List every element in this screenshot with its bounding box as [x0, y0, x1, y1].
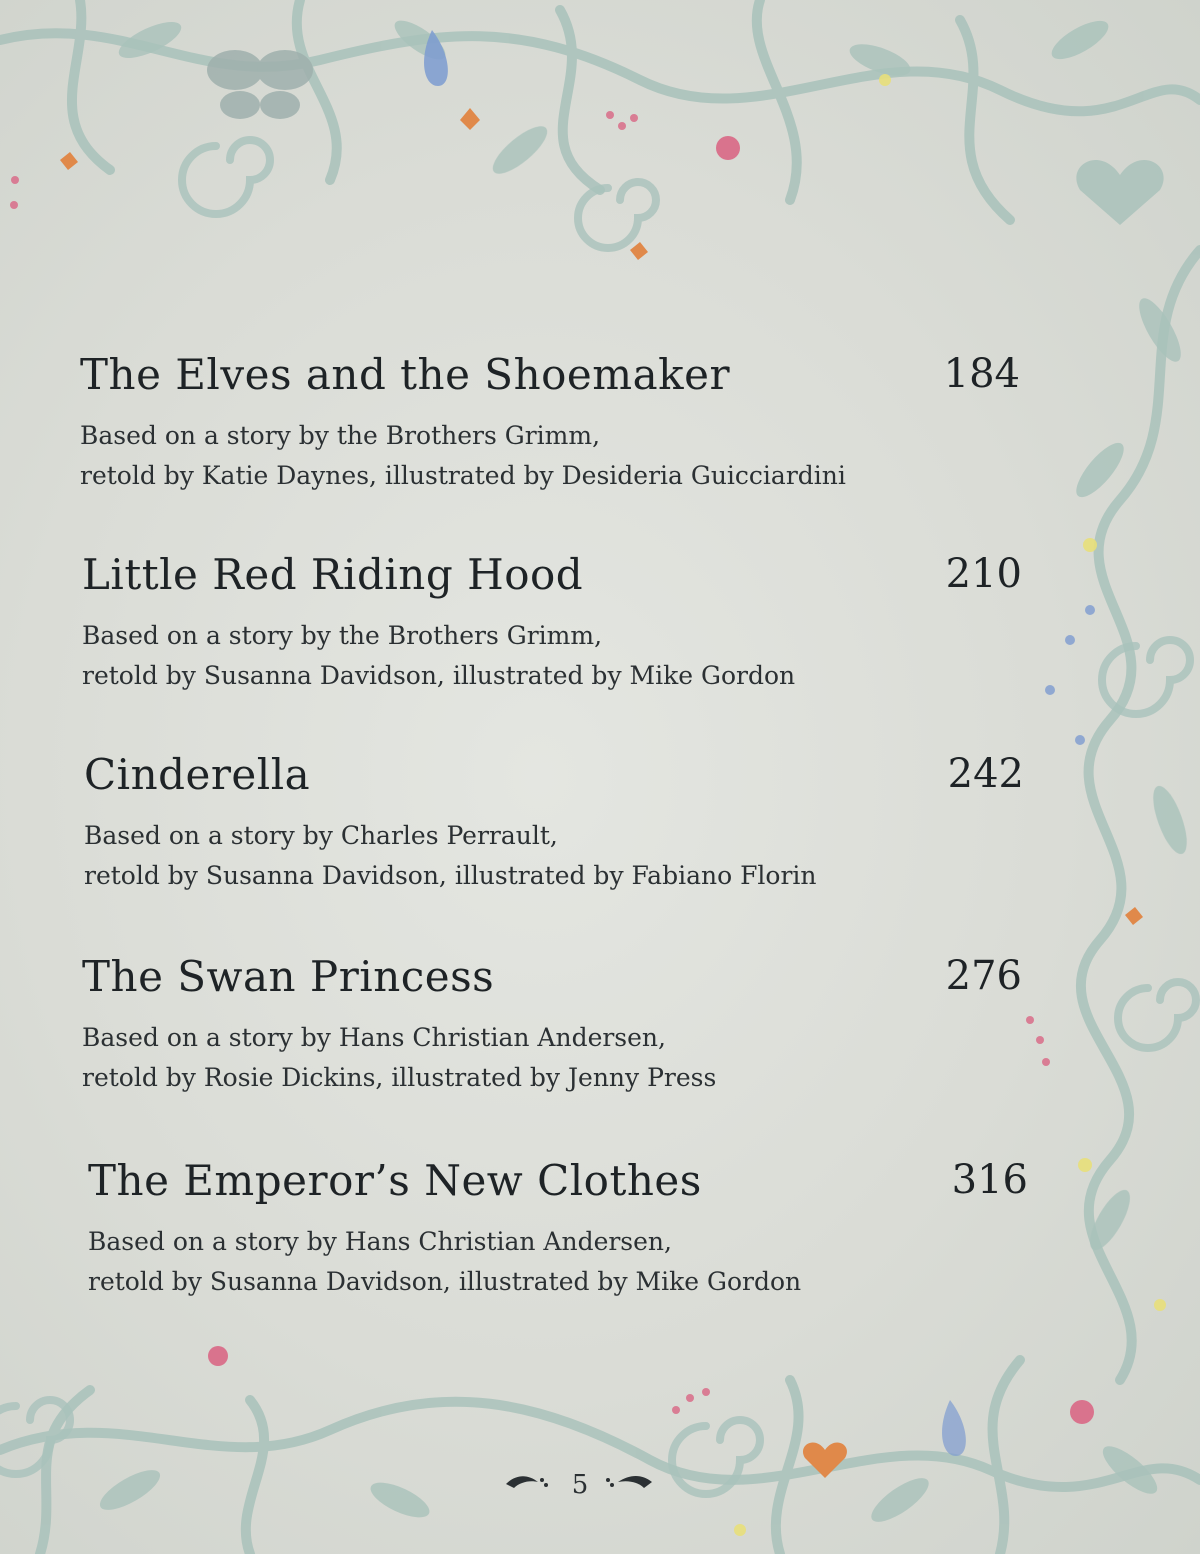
credit-source-line: Based on a story by Hans Christian Andersen, [82, 1023, 666, 1052]
entry-page-number: 242 [947, 751, 1024, 797]
credit-reteller-line: retold by Susanna Davidson, illustrated by Mike Gordon [82, 661, 796, 690]
credit-reteller-line: retold by Susanna Davidson, illustrated by Fabiano Florin [84, 861, 817, 890]
credit-reteller-line: retold by Susanna Davidson, illustrated by Mike Gordon [88, 1267, 802, 1296]
entry-page-number: 184 [943, 351, 1020, 397]
credit-source-line: Based on a story by Hans Christian Andersen, [88, 1227, 672, 1256]
entry-credit [80, 416, 846, 496]
credit-source-line: Based on a story by the Brothers Grimm, [80, 421, 601, 450]
credit-reteller-line: retold by Katie Daynes, illustrated by Desideria Guicciardini [80, 461, 846, 490]
entry-credit [88, 1222, 801, 1302]
entry-title: The Emperor’s New Clothes [88, 1156, 702, 1205]
credit-source-line: Based on a story by Charles Perrault, [84, 821, 558, 850]
entry-page-number: 210 [945, 551, 1022, 597]
entry-page-number: 316 [951, 1157, 1028, 1203]
page-number: 5 [571, 1470, 589, 1500]
entry-title: The Elves and the Shoemaker [80, 350, 731, 399]
entry-title: Cinderella [84, 750, 311, 799]
entry-credit [82, 616, 795, 696]
entry-credit [84, 816, 817, 896]
credit-source-line: Based on a story by the Brothers Grimm, [82, 621, 603, 650]
entry-credit [82, 1018, 716, 1098]
credit-reteller-line: retold by Rosie Dickins, illustrated by Jenny Press [82, 1063, 717, 1092]
entry-title: Little Red Riding Hood [82, 550, 584, 599]
right-flourish-icon [604, 1472, 654, 1492]
page-folio [500, 1466, 660, 1506]
entry-title: The Swan Princess [82, 952, 495, 1001]
entry-page-number: 276 [945, 953, 1022, 999]
